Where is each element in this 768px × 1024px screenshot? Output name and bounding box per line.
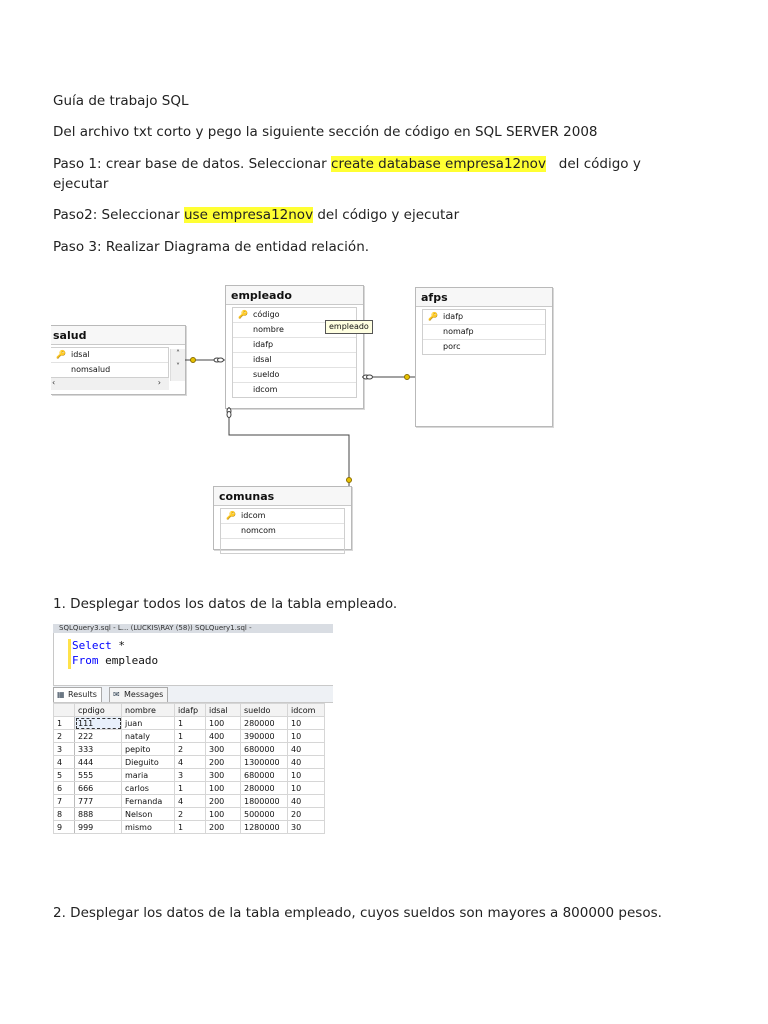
table-cell[interactable]: 10 xyxy=(288,730,325,743)
key-end-icon xyxy=(347,478,352,483)
table-cell[interactable]: 280000 xyxy=(241,717,288,730)
results-tab-bar xyxy=(53,685,333,703)
table-cell[interactable]: 1800000 xyxy=(241,795,288,808)
table-cell[interactable]: 4 xyxy=(175,795,206,808)
table-cell[interactable]: 4 xyxy=(175,756,206,769)
row-number: 8 xyxy=(54,808,75,821)
table-cell[interactable]: Dieguito xyxy=(122,756,175,769)
tab-results[interactable] xyxy=(53,687,102,702)
table-cell[interactable]: 300 xyxy=(206,769,241,782)
table-cell[interactable]: 200 xyxy=(206,821,241,834)
table-cell[interactable]: 1300000 xyxy=(241,756,288,769)
key-end-icon xyxy=(405,375,410,380)
sql-text: * xyxy=(111,639,125,652)
table-cell[interactable]: 10 xyxy=(288,717,325,730)
table-cell[interactable]: 1 xyxy=(175,821,206,834)
field-name: idsal xyxy=(71,350,90,359)
code-line-2 xyxy=(72,654,158,668)
page-title: Guía de trabajo SQL xyxy=(53,93,189,109)
column-header[interactable]: cpdigo xyxy=(75,704,122,717)
relationship-lines xyxy=(53,283,553,551)
row-number-header xyxy=(54,704,75,717)
table-cell[interactable]: 3 xyxy=(175,769,206,782)
table-row[interactable] xyxy=(54,730,325,743)
sql-text: empleado xyxy=(98,654,159,667)
results-grid[interactable] xyxy=(53,703,325,834)
table-cell[interactable]: juan xyxy=(122,717,175,730)
field-name: idafp xyxy=(253,340,274,349)
scroll-up-icon[interactable]: ˄ xyxy=(176,349,180,358)
step-1-continuation: ejecutar xyxy=(53,176,109,192)
step-2-suffix: del código y ejecutar xyxy=(313,207,460,223)
field-name: nomsalud xyxy=(71,365,111,374)
question-1-text: 1. Desplegar todos los datos de la tabla empleado. xyxy=(53,596,398,612)
column-header[interactable]: idcom xyxy=(288,704,325,717)
table-cell[interactable]: 400 xyxy=(206,730,241,743)
table-cell[interactable]: 30 xyxy=(288,821,325,834)
tab-messages[interactable] xyxy=(109,687,168,702)
table-cell[interactable]: carlos xyxy=(122,782,175,795)
change-marker xyxy=(68,639,71,669)
table-afps-title: afps xyxy=(416,288,552,307)
table-row[interactable] xyxy=(54,782,325,795)
step-2-prefix: Paso2: Seleccionar xyxy=(53,207,184,223)
step-1-highlight: create database empresa12nov xyxy=(331,156,546,172)
key-end-icons xyxy=(191,358,410,483)
row-number: 2 xyxy=(54,730,75,743)
table-row[interactable] xyxy=(54,808,325,821)
step-1-prefix: Paso 1: crear base de datos. Seleccionar xyxy=(53,156,332,172)
sql-editor[interactable] xyxy=(53,633,333,685)
field-name: códigо xyxy=(253,310,280,319)
table-cell[interactable]: 300 xyxy=(206,743,241,756)
table-cell[interactable]: 2 xyxy=(175,808,206,821)
table-salud-title: salud xyxy=(51,326,185,345)
key-icon: 🔑 xyxy=(226,511,236,520)
step-1-text xyxy=(53,154,641,174)
table-cell[interactable]: mismo xyxy=(122,821,175,834)
table-cell[interactable]: 777 xyxy=(75,795,122,808)
field-name: idafp xyxy=(443,312,464,321)
table-cell[interactable]: 390000 xyxy=(241,730,288,743)
table-row[interactable] xyxy=(54,743,325,756)
table-cell[interactable]: 2 xyxy=(175,743,206,756)
step-2-highlight: use empresa12nov xyxy=(184,207,314,223)
row-number: 6 xyxy=(54,782,75,795)
table-row[interactable] xyxy=(54,795,325,808)
step-1-suffix: del código y xyxy=(545,156,641,172)
table-cell[interactable]: 10 xyxy=(288,769,325,782)
table-cell[interactable]: 680000 xyxy=(241,743,288,756)
table-cell[interactable]: 1280000 xyxy=(241,821,288,834)
column-header[interactable]: nombre xyxy=(122,704,175,717)
row-number: 1 xyxy=(54,717,75,730)
sql-keyword: From xyxy=(72,654,99,667)
step-3-text: Paso 3: Realizar Diagrama de entidad relación. xyxy=(53,239,370,255)
key-icon: 🔑 xyxy=(238,310,248,319)
er-diagram xyxy=(53,283,553,551)
tooltip: empleado xyxy=(325,320,373,334)
infinity-end-icon xyxy=(367,375,373,379)
grid-icon: ▦ xyxy=(57,690,65,699)
table-cell[interactable]: 1 xyxy=(175,782,206,795)
relationship-empleado-comunas xyxy=(229,407,349,486)
table-cell[interactable]: 100 xyxy=(206,808,241,821)
table-cell[interactable]: 333 xyxy=(75,743,122,756)
table-row[interactable] xyxy=(54,769,325,782)
results-header-row xyxy=(54,704,325,717)
key-end-icon xyxy=(191,358,196,363)
table-cell[interactable]: 40 xyxy=(288,795,325,808)
table-cell[interactable]: 111 xyxy=(75,717,122,730)
messages-icon: ✉ xyxy=(113,690,120,699)
infinity-end-icons xyxy=(214,358,373,418)
table-cell[interactable]: 555 xyxy=(75,769,122,782)
intro-text: Del archivo txt corto y pego la siguiente sección de código en SQL SERVER 2008 xyxy=(53,124,598,140)
tab-results-label: Results xyxy=(68,690,97,699)
table-comunas-title: comunas xyxy=(214,487,351,506)
infinity-end-icon xyxy=(227,412,231,418)
field-name: idsal xyxy=(253,355,272,364)
column-header[interactable]: idsal xyxy=(206,704,241,717)
column-header[interactable]: idafp xyxy=(175,704,206,717)
row-number: 4 xyxy=(54,756,75,769)
query-tab-strip[interactable]: SQLQuery3.sql - L... (LUCKIS\RAY (58)) SQLQuery1.sql - xyxy=(53,624,333,633)
column-header[interactable]: sueldo xyxy=(241,704,288,717)
code-line-1 xyxy=(72,639,125,653)
table-cell[interactable]: Nelson xyxy=(122,808,175,821)
step-2-text xyxy=(53,205,459,225)
table-cell[interactable]: 1 xyxy=(175,717,206,730)
table-cell[interactable]: 500000 xyxy=(241,808,288,821)
field-name: nombre xyxy=(253,325,284,334)
scroll-down-icon[interactable]: ˅ xyxy=(176,362,180,371)
table-cell[interactable]: 999 xyxy=(75,821,122,834)
field-name: porc xyxy=(443,342,461,351)
sql-keyword: Select xyxy=(72,639,112,652)
table-empleado-title: empleado xyxy=(226,286,363,305)
field-name: idcom xyxy=(253,385,278,394)
table-cell[interactable]: 666 xyxy=(75,782,122,795)
table-row[interactable] xyxy=(54,821,325,834)
table-row[interactable] xyxy=(54,717,325,730)
scroll-right-icon[interactable]: › xyxy=(157,378,161,387)
table-cell[interactable]: maria xyxy=(122,769,175,782)
table-cell[interactable]: 40 xyxy=(288,756,325,769)
field-name: sueldo xyxy=(253,370,280,379)
infinity-end-icon xyxy=(218,358,224,362)
table-cell[interactable]: 100 xyxy=(206,782,241,795)
key-icon: 🔑 xyxy=(428,312,438,321)
table-row[interactable] xyxy=(54,756,325,769)
question-2-text: 2. Desplegar los datos de la tabla empleado, cuyos sueldos son mayores a 800000 pesos. xyxy=(53,905,662,921)
tab-messages-label: Messages xyxy=(124,690,164,699)
table-cell[interactable]: 444 xyxy=(75,756,122,769)
row-number: 3 xyxy=(54,743,75,756)
table-cell[interactable]: 100 xyxy=(206,717,241,730)
table-cell[interactable]: 20 xyxy=(288,808,325,821)
field-name: idcom xyxy=(241,511,266,520)
table-cell[interactable]: 888 xyxy=(75,808,122,821)
key-icon: 🔑 xyxy=(56,350,66,359)
table-cell[interactable]: 222 xyxy=(75,730,122,743)
table-cell[interactable]: 10 xyxy=(288,782,325,795)
row-number: 9 xyxy=(54,821,75,834)
scroll-left-icon[interactable]: ‹ xyxy=(52,378,56,387)
table-cell[interactable]: 680000 xyxy=(241,769,288,782)
table-cell[interactable]: 280000 xyxy=(241,782,288,795)
table-cell[interactable]: pepito xyxy=(122,743,175,756)
table-cell[interactable]: 40 xyxy=(288,743,325,756)
field-name: nomcom xyxy=(241,526,276,535)
table-cell[interactable]: nataly xyxy=(122,730,175,743)
row-number: 5 xyxy=(54,769,75,782)
table-cell[interactable]: 200 xyxy=(206,795,241,808)
table-cell[interactable]: Fernanda xyxy=(122,795,175,808)
field-name: nomafp xyxy=(443,327,474,336)
table-cell[interactable]: 200 xyxy=(206,756,241,769)
table-cell[interactable]: 1 xyxy=(175,730,206,743)
ssms-query-window xyxy=(53,624,333,858)
row-number: 7 xyxy=(54,795,75,808)
